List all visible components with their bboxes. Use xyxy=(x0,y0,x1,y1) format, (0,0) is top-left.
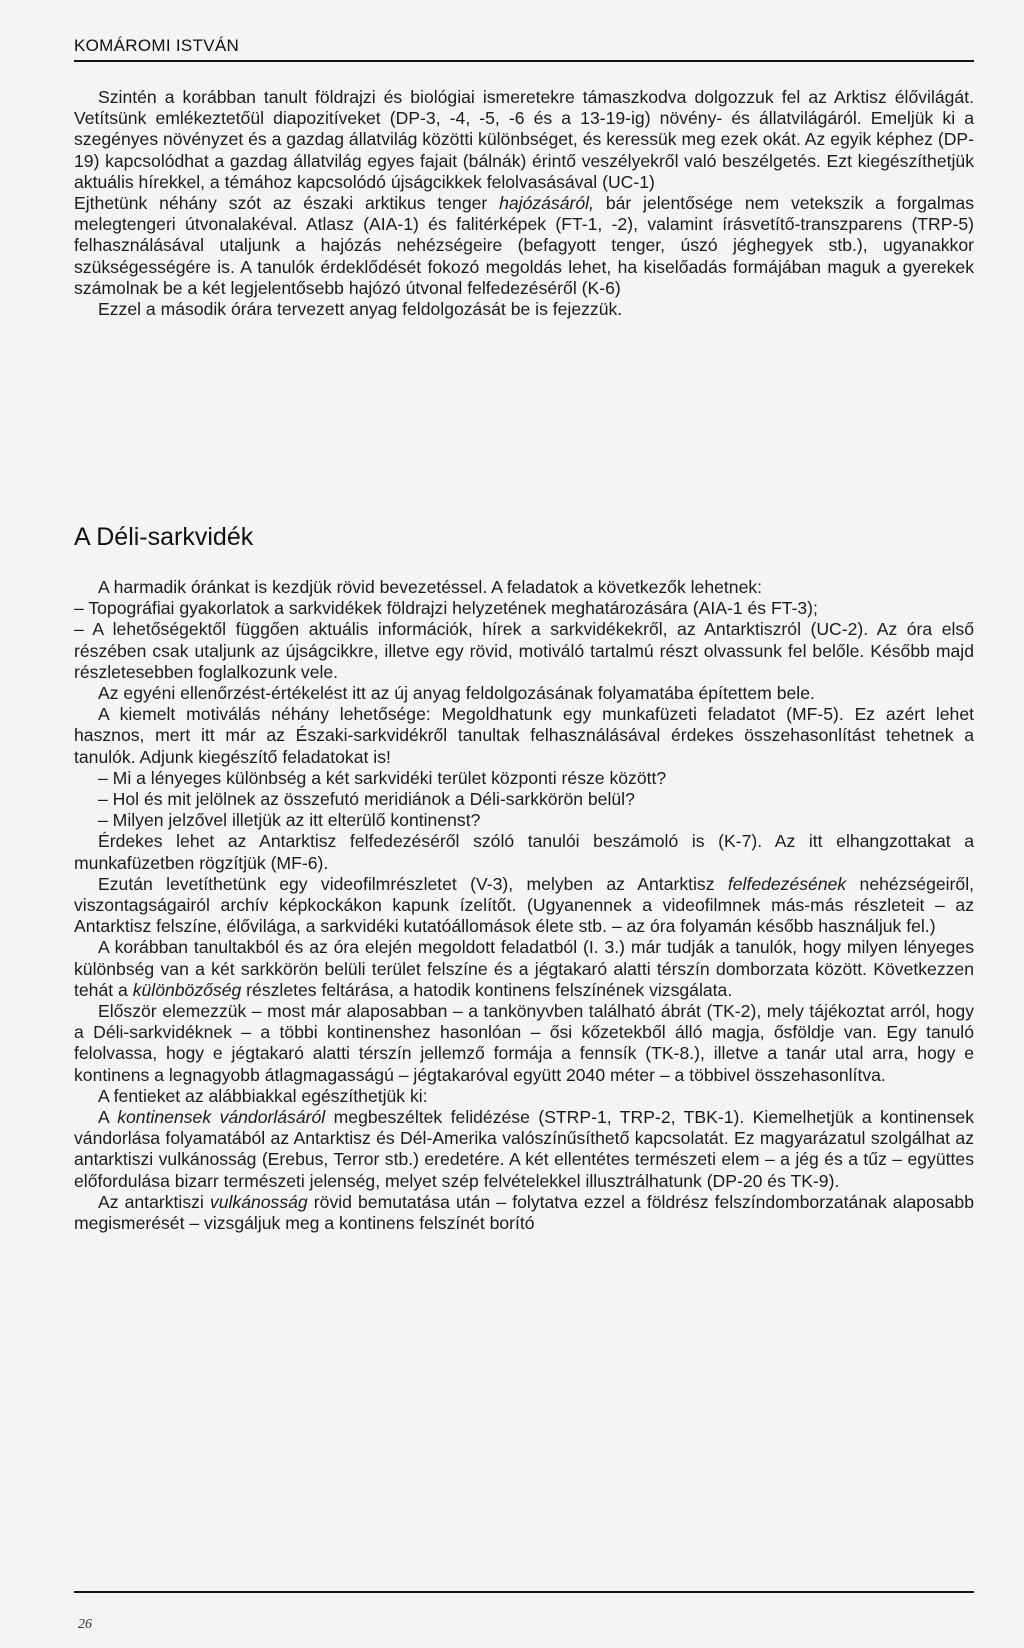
emphasis: felfedezésének xyxy=(727,873,847,894)
emphasis: különbözőség xyxy=(132,979,242,1000)
question-item: – Mi a lényeges különbség a két sarkvidéki terület központi része között? xyxy=(98,767,667,788)
paragraph: Ezután levetíthetünk egy videofilmrészletet (V-3), melyben az Antarktisz felfedezésének nehézségeiről, viszontagságairól archív képkockákon kapunk ízelítőt. (Ugyanennek a videofilmnek más-más részleteit – az Antarktisz felszíne, élővilága, a sarkvidéki kutatóállomások élete stb. – az óra folyamán később használjuk fel.) xyxy=(74,873,974,937)
section-heading: A Déli-sarkvidék xyxy=(74,523,254,551)
list-item: – Topográfiai gyakorlatok a sarkvidékek földrajzi helyzetének meghatározására (AIA-1 és FT-3); xyxy=(74,598,818,619)
question-item: – Hol és mit jelölnek az összefutó meridiánok a Déli-sarkkörön belül? xyxy=(98,789,635,810)
paragraph: Először elemezzük – most már alaposabban – a tankönyvben található ábrát (TK-2), mely tájékoztat arról, hogy a Déli-sarkvidéknek – a többi kontinenshez hasonlóan – ősi kőzetekből álló magja, ősföldje van. Egy tanuló felolvassa, hogy e jégtakaró alatti térszín jellemző formája a fennsík (TK-8.), illetve a tanár utal arra, hogy e kontinens a legnagyobb átlagmagasságú – jégtakaróval együtt 2040 méter – a többivel összehasonlítva. xyxy=(74,1001,974,1085)
section-arctic-text xyxy=(74,87,974,320)
paragraph: A korábban tanultakból és az óra elején megoldott feladatból (I. 3.) már tudják a tanulók, hogy milyen lényeges különbség van a két sarkkörön belüli terület felszíne és a jégtakaró alatti térszín domborzata között. Következzen tehát a különbözőség részletes feltárása, a hatodik kontinens felszínének vizsgálata. xyxy=(74,937,974,1000)
paragraph: Érdekes lehet az Antarktisz felfedezéséről szóló tanulói beszámoló is (K-7). Az itt elhangzottakat a munkafüzetben rögzítjük (MF-6). xyxy=(74,831,974,873)
running-header: KOMÁROMI ISTVÁN xyxy=(74,36,240,55)
paragraph: A harmadik óránkat is kezdjük rövid bevezetéssel. A feladatok a következők lehetnek: xyxy=(98,577,763,597)
paragraph: A kontinensek vándorlásáról megbeszéltek felidézése (STRP-1, TRP-2, TBK-1). Kiemelhetjük a kontinensek vándorlása folyamatából az Antarktisz és Dél-Amerika valószínűsíthető kapcsolatát. Ez magyarázatul szolgálhat az antarktiszi vulkánosság (Erebus, Terror stb.) eredetére. A két ellentétes természeti elem – a jég és a tűz – együttes előfordulása bizarr természeti jelenség, melyet szép felvételekkel illusztrálhatunk (DP-20 és TK-9). xyxy=(74,1107,974,1191)
page-number: 26 xyxy=(78,1617,92,1632)
paragraph: Ezzel a második órára tervezett anyag feldolgozását be is fejezzük. xyxy=(98,299,623,320)
paragraph: Ejthetünk néhány szót az északi arktikus tenger hajózásáról, bár jelentősége nem vetekszik a forgalmas melegtengeri útvonalakéval. Atlasz (AIA-1) és falitérképek (FT-1, -2), valamint írásvetítő-transzparens (TRP-5) felhasználásával utaljunk a hajózás nehézségeire (befagyott tenger, úszó jéghegyek stb.), ugyanakkor szükségességére is. A tanulók érdeklődését fokozó megoldás lehet, ha kiselőadás formájában maguk a gyerekek számolnak be a két legjelentősebb hajózó útvonal felfedezéséről (K-6) xyxy=(74,193,974,298)
paragraph: Szintén a korábban tanult földrajzi és biológiai ismeretekre támaszkodva dolgozzuk fel az Arktisz élővilágát. Vetítsünk emlékeztetőül diapozitíveket (DP-3, -4, -5, -6 és a 13-19-ig) növény- és állatvilágáról. Emeljük ki a szegényes növényzet és a gazdag állatvilág közötti különbséget, és keressük meg ezek okát. Az egyik képhez (DP-19) kapcsolódhat a gazdag állatvilág egyes fajait (bálnák) érintő veszélyekről való beszélgetés. Ezt kiegészíthetjük aktuális hírekkel, a témához kapcsolódó újságcikkek felolvasásával (UC-1) xyxy=(74,87,974,192)
paragraph: Az egyéni ellenőrzést-értékelést itt az új anyag feldolgozásának folyamatába építettem bele. xyxy=(98,683,815,704)
paragraph: A fentieket az alábbiakkal egészíthetjük ki: xyxy=(98,1085,428,1106)
list-item: – A lehetőségektől függően aktuális információk, hírek a sarkvidékekről, az Antarktiszról (UC-2). Az óra első részében csak utaljunk az újságcikkre, illetve egy rövid, motiváló tartalmú részt olvassunk fel belőle. Később majd részletesebben foglalkozunk vele. xyxy=(74,619,974,682)
section-antarctic-text xyxy=(74,577,974,1234)
emphasis: vulkánosság xyxy=(209,1191,308,1212)
paragraph: A kiemelt motiválás néhány lehetősége: Megoldhatunk egy munkafüzeti feladatot (MF-5). Ez azért lehet hasznos, mert itt már az Északi-sarkvidékről tanultak felhasználásával érdekes összehasonlítást tehetnek a tanulók. Adjunk kiegészítő feladatokat is! xyxy=(74,704,974,767)
emphasis: kontinensek vándorlásáról xyxy=(117,1107,326,1128)
header-rule xyxy=(74,60,974,62)
emphasis: hajózásáról, xyxy=(499,193,594,214)
paragraph: Az antarktiszi vulkánosság rövid bemutatása után – folytatva ezzel a földrész felszíndomborzatának alaposabb megismerését – vizsgáljuk meg a kontinens felszínét borító xyxy=(74,1191,974,1234)
footer-rule xyxy=(74,1591,974,1593)
question-item: – Milyen jelzővel illetjük az itt elterülő kontinenst? xyxy=(98,810,481,831)
